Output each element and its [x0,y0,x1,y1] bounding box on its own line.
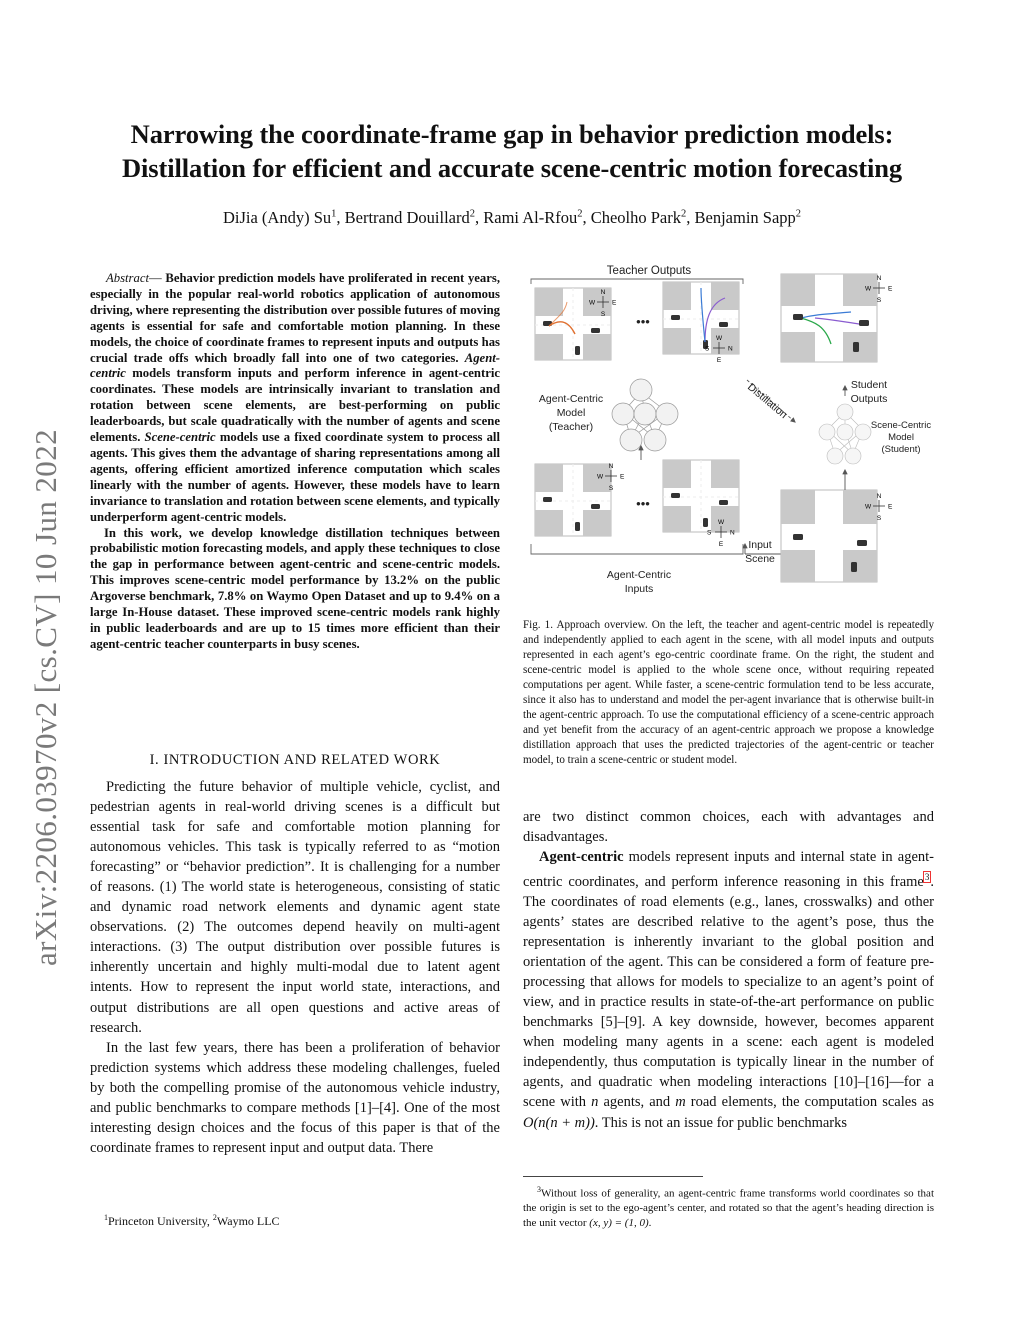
author: Benjamin Sapp$^2$ [694,208,802,227]
svg-text:W: W [597,473,604,481]
abstract-paragraph: In this work, we develop knowledge distillation techniques between probabilistic motion forecasting models, and apply these techniques to close the gap in performance between agent-centric and scene-centric models. This improves scene-centric model performance by 13.2% on the public Argoverse benchmark, 7.8% on Waymo Open Dataset and up to 9.4% on a large In-House dataset. These improved scene-centric models rank highly in public leaderboards and are up to 15 times more efficient than their agent-centric teacher counterparts in busy scenes. [90,525,500,651]
label-agent-model-3: (Teacher) [548,421,594,433]
label-student-outputs-2: Outputs [850,393,888,405]
intro-text [90,777,500,1158]
svg-text:E: E [620,473,625,481]
bracket-bottom [531,544,743,554]
abstract [90,271,500,653]
svg-text:N: N [730,529,735,537]
svg-text:N: N [600,289,606,296]
scene-thumbnail [663,282,739,354]
label-scene-model-3: (Student) [881,444,921,455]
svg-text:E: E [716,357,722,364]
svg-text:W: W [865,285,872,293]
footnote: $^3$Without loss of generality, an agent-centric frame transforms world coordinates so that the origin is set to the ego-agent’s center, and rotated so that the agent’s heading direction is the unit vector (x, y) = (1, 0). [523,1185,934,1229]
right-column-text [523,807,934,1133]
ellipsis-bottom: ••• [636,496,650,511]
abstract-paragraph: Abstract— Behavior prediction models have proliferated in recent years, especially in the popular real-world robotics application of autonomous driving, where representing the distribution over possible futures of moving agents is essential for safe and comfortable motion planning. In these models, the choice of coordinate frames to represent inputs and outputs has crucial trade offs which broadly fall into one of two categories. Agent-centric models transform inputs and perform inference in agent-centric coordinates. These models are intrinsically invariant to translation and rotation between scene elements, are best-performing on public leaderboards, but scale quadratically with the number of agents and scene elements. Scene-centric models use a fixed coordinate system to process all agents. This gives them the advantage of sharing representations among all agents, offering efficient amortized inference computation which scales linearly with the number of agents. However, these models have to learn invariance to translation and rotation between scene elements, and typically underperform agent-centric models. [90,271,500,524]
title-line-2: Distillation for efficient and accurate scene-centric motion forecasting [122,153,902,183]
svg-text:S: S [705,345,710,353]
svg-text:S: S [707,529,712,537]
svg-text:N: N [728,345,733,353]
paragraph: Agent-centric models represent inputs and internal state in agent-centric coordinates, and perform inference reasoning in this frame$^3$. The coordinates of road elements (e.g., lanes, crosswalks) and other agents’ states are described relative to the agent’s pose, thus the representation is inherently invariant to the global position and orientation of the agent. This can be considered a form of feature pre-processing that allows for models to specialize to an agent’s point of view, and in practice results in state-of-the-art performance on public benchmarks [5]–[9]. A key downside, however, becomes apparent when modeling many agents in a scene: each agent is modeled independently, thus computation is typically linear in the number of agents, and quadratic when modeling interactions [10]–[16]—for a scene with n agents, and m road elements, the computation scales as O(n(n + m)). This is not an issue for public benchmarks [523,849,935,1131]
author-list: DiJia (Andy) Su$^1$, Bertrand Douillard$^2$, Rami Al-Rfou$^2$, Cheolho Park$^2$, Benjamin Sapp$^2$ [222,208,802,227]
author: Rami Al-Rfou$^2$ [483,208,583,227]
svg-text:N: N [876,493,882,500]
student-output-scene [781,274,877,362]
scene-thumbnail [663,460,739,532]
teacher-network-icon [612,379,678,451]
input-scene-thumbnail [781,490,877,582]
scene-thumbnail [535,288,611,360]
arxiv-stamp [8,360,72,972]
label-scene-model-1: Scene-Centric [870,420,932,431]
svg-text:N: N [608,463,614,470]
label-input-scene-1: Input [748,539,772,551]
svg-text:W: W [865,503,872,511]
svg-text:W: W [717,519,725,526]
label-agent-inputs-1: Agent-Centric [606,569,672,581]
affiliation-footnote: $^1$Princeton University, $^2$Waymo LLC [104,1213,280,1228]
footnote-link[interactable]: 3 [924,872,930,883]
student-network-icon [819,404,871,464]
svg-text:N: N [876,275,882,282]
paper-title [60,117,964,185]
author: Cheolho Park$^2$ [590,208,687,227]
section-heading: I. INTRODUCTION AND RELATED WORK [149,752,441,768]
label-agent-model-1: Agent-Centric [538,393,604,405]
label-distillation: Distillation [745,381,790,422]
svg-text:E: E [718,541,724,548]
svg-text:S: S [876,297,882,304]
svg-text:W: W [589,299,596,307]
abstract-label: Abstract [106,271,149,285]
paragraph: Predicting the future behavior of multiple vehicle, cyclist, and pedestrian agents in real-world driving scenes is a difficult but essential task for safe and comfortable motion planning for autonomous vehicles. This task is typically referred to as “motion forecasting” or “behavior prediction”. It is challenging for a number of reasons. (1) The world state is heterogeneous, consisting of static and dynamic road network elements and dynamic agent state observations. (2) The outcomes depend heavily on multi-agent interactions. (3) The output distribution over possible futures is inherently uncertain and highly multi-modal due to latent agent intents. How to represent the input world state, interactions, and output distributions are all open questions and active areas of research. [90,779,500,1036]
arxiv-stamp-text: arXiv:2206.03970v2 [cs.CV] 10 Jun 2022 [28,429,63,966]
label-teacher-outputs: Teacher Outputs [606,265,692,277]
figure-caption: Fig. 1. Approach overview. On the left, the teacher and agent-centric model is repeatedly and independently applied to each agent in the scene, with all model inputs and outputs represented in each agent’s ego-centric coordinate frame. On the right, the student and scene-centric model is applied to the whole scene once, without requiring repeated computations per agent. While faster, a scene-centric formulation tend to be less accurate, since it also has to understand and model the per-agent invariance that is otherwise built-in the agent-centric approach. To use the computational efficiency of a scene-centric approach and yet benefit from the accuracy of an agent-centric approach we propose a knowledge distillation approach that uses the predicted trajectories of the agent-centric or teacher model, to train a scene-centric or student model. [523,619,934,766]
paragraph: In the last few years, there has been a proliferation of behavior prediction systems which address these modeling challenges, fueled by both the compelling promise of the autonomous vehicle industry, and public benchmarks to compare methods [1]–[4]. One of the most interesting design choices and the focus of this paper is that of the coordinate frames to represent input and output data. There [90,1039,500,1156]
label-student-outputs-1: Student [850,379,888,391]
ellipsis-top: ••• [636,314,650,329]
title-line-1: Narrowing the coordinate-frame gap in behavior prediction models: [130,119,894,149]
label-scene-model-2: Model [888,432,914,443]
label-agent-inputs-2: Inputs [624,583,654,595]
svg-text:E: E [888,285,893,293]
svg-text:S: S [608,485,614,492]
author: Bertrand Douillard$^2$ [344,208,475,227]
svg-text:E: E [612,299,617,307]
paragraph: are two distinct common choices, each with advantages and disadvantages. [523,809,934,846]
label-input-scene-2: Scene [745,553,775,565]
figure-approach-overview [523,262,943,602]
svg-text:E: E [888,503,893,511]
author: DiJia (Andy) Su$^1$ [222,208,337,227]
footnote-rule [523,1176,703,1177]
label-agent-model-2: Model [556,407,586,419]
svg-text:S: S [876,515,882,522]
svg-text:W: W [715,335,723,342]
svg-text:S: S [600,311,606,318]
